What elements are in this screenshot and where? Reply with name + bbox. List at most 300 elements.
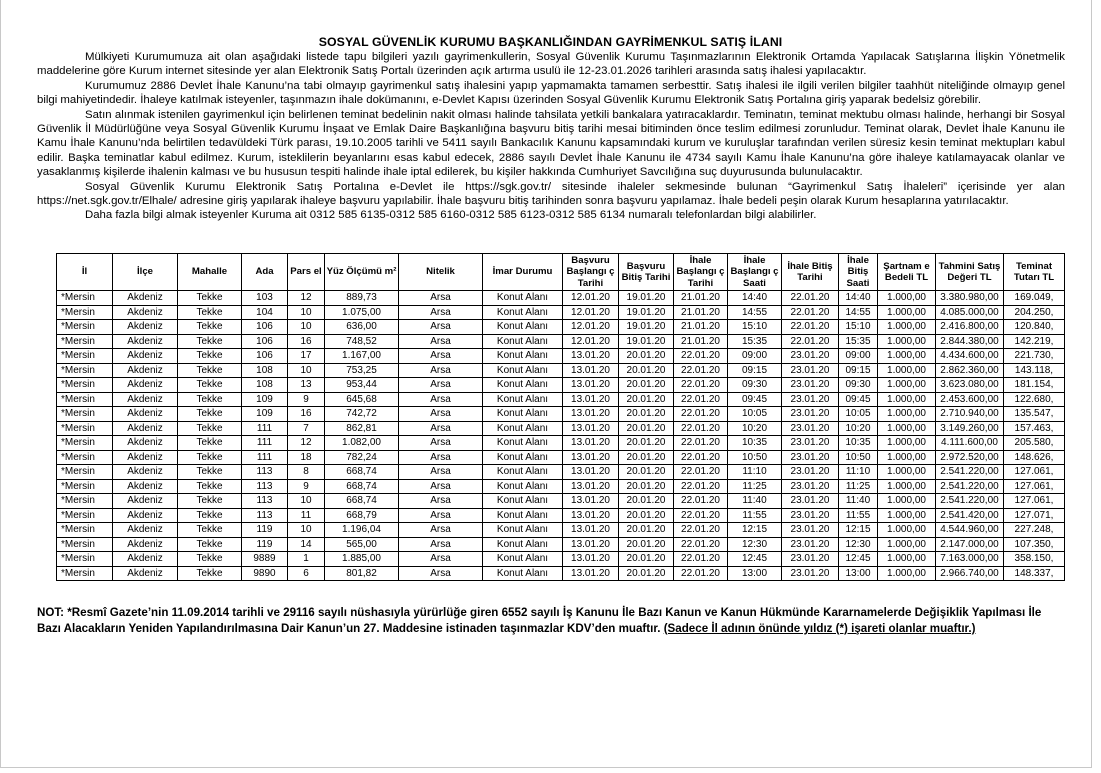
table-cell: 19.01.20 bbox=[619, 334, 674, 349]
table-row bbox=[57, 508, 1065, 523]
table-cell: 20.01.20 bbox=[619, 523, 674, 538]
table-cell: 953,44 bbox=[325, 378, 399, 393]
table-cell: 22.01.20 bbox=[674, 465, 728, 480]
table-cell: Tekke bbox=[178, 523, 242, 538]
table-cell: 09:45 bbox=[839, 392, 878, 407]
table-cell: 22.01.20 bbox=[674, 508, 728, 523]
table-cell: Konut Alanı bbox=[483, 378, 563, 393]
table-cell: 23.01.20 bbox=[782, 508, 839, 523]
table-cell: 1.000,00 bbox=[878, 450, 936, 465]
column-header: İhale Başlangı ç Tarihi bbox=[674, 254, 728, 291]
table-cell: 148.337, bbox=[1004, 566, 1065, 581]
table-cell: Konut Alanı bbox=[483, 566, 563, 581]
table-row bbox=[57, 479, 1065, 494]
table-cell: Arsa bbox=[399, 320, 483, 335]
table-cell: 4.085.000,00 bbox=[936, 305, 1004, 320]
table-cell: 23.01.20 bbox=[782, 363, 839, 378]
column-header: Şartnam e Bedeli TL bbox=[878, 254, 936, 291]
table-cell: 127.061, bbox=[1004, 494, 1065, 509]
table-cell: 13.01.20 bbox=[563, 363, 619, 378]
table-cell: *Mersin bbox=[57, 305, 113, 320]
table-cell: 15:10 bbox=[839, 320, 878, 335]
table-cell: *Mersin bbox=[57, 566, 113, 581]
column-header: Başvuru Bitiş Tarihi bbox=[619, 254, 674, 291]
table-cell: Konut Alanı bbox=[483, 363, 563, 378]
table-cell: 358.150, bbox=[1004, 552, 1065, 567]
table-cell: Konut Alanı bbox=[483, 421, 563, 436]
table-cell: 22.01.20 bbox=[674, 566, 728, 581]
table-cell: 21.01.20 bbox=[674, 320, 728, 335]
table-cell: *Mersin bbox=[57, 392, 113, 407]
table-cell: Akdeniz bbox=[113, 407, 178, 422]
table-cell: 14 bbox=[288, 537, 325, 552]
table-cell: 22.01.20 bbox=[674, 363, 728, 378]
table-cell: *Mersin bbox=[57, 378, 113, 393]
table-cell: Tekke bbox=[178, 450, 242, 465]
table-cell: 3.149.260,00 bbox=[936, 421, 1004, 436]
table-cell: 106 bbox=[242, 334, 288, 349]
table-row bbox=[57, 494, 1065, 509]
table-cell: 109 bbox=[242, 407, 288, 422]
table-cell: *Mersin bbox=[57, 320, 113, 335]
table-cell: 20.01.20 bbox=[619, 421, 674, 436]
table-cell: 668,74 bbox=[325, 479, 399, 494]
table-cell: 23.01.20 bbox=[782, 392, 839, 407]
table-cell: Akdeniz bbox=[113, 508, 178, 523]
table-cell: 22.01.20 bbox=[782, 305, 839, 320]
table-cell: Arsa bbox=[399, 450, 483, 465]
table-cell: 13.01.20 bbox=[563, 537, 619, 552]
table-cell: 113 bbox=[242, 494, 288, 509]
paragraph-4: Sosyal Güvenlik Kurumu Elektronik Satış Portalına e-Devlet ile https://sgk.gov.tr/ sitesinde ihaleler sekmesinde bulunan “Gayrimenkul Satış İhaleleri” içerisinde yer alan https://net.sgk.gov.tr/Elhale/ adresine giriş yapılarak ihaleye başvuru yapılabilir. İhale başvuru bitiş tarihinden sonra başvuru yapılamaz. İhale bedeli peşin olarak Kurum hesaplarına yatırılacaktır. bbox=[37, 180, 1065, 208]
table-cell: 801,82 bbox=[325, 566, 399, 581]
column-header: İmar Durumu bbox=[483, 254, 563, 291]
table-cell: Konut Alanı bbox=[483, 450, 563, 465]
table-cell: 2.844.380,00 bbox=[936, 334, 1004, 349]
table-cell: 11:10 bbox=[839, 465, 878, 480]
table-cell: Akdeniz bbox=[113, 349, 178, 364]
table-cell: 22.01.20 bbox=[674, 349, 728, 364]
table-cell: 127.061, bbox=[1004, 479, 1065, 494]
table-cell: Tekke bbox=[178, 291, 242, 306]
column-header: Başvuru Başlangı ç Tarihi bbox=[563, 254, 619, 291]
table-cell: Akdeniz bbox=[113, 552, 178, 567]
table-cell: Arsa bbox=[399, 363, 483, 378]
table-header-row bbox=[57, 254, 1065, 291]
table-cell: Arsa bbox=[399, 305, 483, 320]
table-cell: 09:30 bbox=[839, 378, 878, 393]
table-row bbox=[57, 305, 1065, 320]
table-cell: Tekke bbox=[178, 363, 242, 378]
column-header: İhale Bitiş Saati bbox=[839, 254, 878, 291]
table-cell: Konut Alanı bbox=[483, 334, 563, 349]
table-cell: 221.730, bbox=[1004, 349, 1065, 364]
column-header: Tahmini Satış Değeri TL bbox=[936, 254, 1004, 291]
table-row bbox=[57, 537, 1065, 552]
table-cell: 127.061, bbox=[1004, 465, 1065, 480]
table-cell: 1.000,00 bbox=[878, 305, 936, 320]
table-cell: 10 bbox=[288, 320, 325, 335]
table-cell: 19.01.20 bbox=[619, 291, 674, 306]
table-row bbox=[57, 552, 1065, 567]
table-cell: 22.01.20 bbox=[674, 552, 728, 567]
table-cell: Konut Alanı bbox=[483, 479, 563, 494]
table-cell: 22.01.20 bbox=[674, 407, 728, 422]
table-cell: 14:40 bbox=[839, 291, 878, 306]
table-cell: 753,25 bbox=[325, 363, 399, 378]
table-cell: 22.01.20 bbox=[674, 494, 728, 509]
table-cell: 127.071, bbox=[1004, 508, 1065, 523]
table-cell: 22.01.20 bbox=[782, 320, 839, 335]
table-cell: 10 bbox=[288, 305, 325, 320]
table-cell: 10:35 bbox=[728, 436, 782, 451]
table-cell: Arsa bbox=[399, 392, 483, 407]
table-cell: 109 bbox=[242, 392, 288, 407]
table-cell: 15:10 bbox=[728, 320, 782, 335]
table-cell: 227.248, bbox=[1004, 523, 1065, 538]
table-cell: 09:15 bbox=[728, 363, 782, 378]
table-cell: Tekke bbox=[178, 392, 242, 407]
table-cell: Arsa bbox=[399, 378, 483, 393]
table-cell: 23.01.20 bbox=[782, 479, 839, 494]
table-cell: 862,81 bbox=[325, 421, 399, 436]
table-cell: 09:15 bbox=[839, 363, 878, 378]
table-cell: 11 bbox=[288, 508, 325, 523]
table-cell: Konut Alanı bbox=[483, 407, 563, 422]
table-cell: *Mersin bbox=[57, 363, 113, 378]
table-cell: Akdeniz bbox=[113, 334, 178, 349]
table-cell: 111 bbox=[242, 421, 288, 436]
table-cell: 15:35 bbox=[839, 334, 878, 349]
table-cell: Konut Alanı bbox=[483, 320, 563, 335]
table-cell: 12.01.20 bbox=[563, 334, 619, 349]
table-cell: *Mersin bbox=[57, 349, 113, 364]
table-cell: 565,00 bbox=[325, 537, 399, 552]
table-cell: 23.01.20 bbox=[782, 436, 839, 451]
table-cell: 120.840, bbox=[1004, 320, 1065, 335]
table-cell: 668,79 bbox=[325, 508, 399, 523]
table-cell: 13 bbox=[288, 378, 325, 393]
table-cell: 23.01.20 bbox=[782, 566, 839, 581]
table-cell: 10:35 bbox=[839, 436, 878, 451]
table-cell: 7 bbox=[288, 421, 325, 436]
table-cell: 15:35 bbox=[728, 334, 782, 349]
table-cell: *Mersin bbox=[57, 334, 113, 349]
table-cell: 12:45 bbox=[728, 552, 782, 567]
table-cell: 1.000,00 bbox=[878, 334, 936, 349]
property-table bbox=[56, 253, 1065, 581]
table-cell: 2.972.520,00 bbox=[936, 450, 1004, 465]
column-header: Teminat Tutarı TL bbox=[1004, 254, 1065, 291]
table-cell: *Mersin bbox=[57, 508, 113, 523]
table-cell: *Mersin bbox=[57, 523, 113, 538]
table-cell: 23.01.20 bbox=[782, 349, 839, 364]
table-cell: 20.01.20 bbox=[619, 349, 674, 364]
table-cell: *Mersin bbox=[57, 552, 113, 567]
table-cell: Tekke bbox=[178, 494, 242, 509]
table-cell: 1.196,04 bbox=[325, 523, 399, 538]
table-cell: 23.01.20 bbox=[782, 523, 839, 538]
table-cell: 10:50 bbox=[728, 450, 782, 465]
table-cell: 2.453.600,00 bbox=[936, 392, 1004, 407]
table-cell: 13.01.20 bbox=[563, 349, 619, 364]
table-cell: 2.862.360,00 bbox=[936, 363, 1004, 378]
table-cell: 111 bbox=[242, 450, 288, 465]
table-cell: 23.01.20 bbox=[782, 494, 839, 509]
table-cell: 119 bbox=[242, 523, 288, 538]
table-cell: 22.01.20 bbox=[674, 450, 728, 465]
table-cell: 1.167,00 bbox=[325, 349, 399, 364]
table-cell: Arsa bbox=[399, 494, 483, 509]
table-cell: Konut Alanı bbox=[483, 465, 563, 480]
table-cell: 23.01.20 bbox=[782, 378, 839, 393]
table-cell: 2.710.940,00 bbox=[936, 407, 1004, 422]
table-cell: 1.075,00 bbox=[325, 305, 399, 320]
table-cell: 3.380.980,00 bbox=[936, 291, 1004, 306]
table-cell: 135.547, bbox=[1004, 407, 1065, 422]
column-header: Yüz Ölçümü m² bbox=[325, 254, 399, 291]
table-cell: Tekke bbox=[178, 305, 242, 320]
table-cell: 8 bbox=[288, 465, 325, 480]
table-cell: 1.000,00 bbox=[878, 392, 936, 407]
table-cell: Arsa bbox=[399, 436, 483, 451]
table-cell: *Mersin bbox=[57, 537, 113, 552]
table-cell: 3.623.080,00 bbox=[936, 378, 1004, 393]
column-header: Pars el bbox=[288, 254, 325, 291]
table-cell: 12.01.20 bbox=[563, 291, 619, 306]
table-cell: 13.01.20 bbox=[563, 508, 619, 523]
table-cell: 1.000,00 bbox=[878, 407, 936, 422]
table-cell: 12.01.20 bbox=[563, 305, 619, 320]
table-cell: Arsa bbox=[399, 407, 483, 422]
table-row bbox=[57, 291, 1065, 306]
table-cell: 13.01.20 bbox=[563, 421, 619, 436]
table-cell: 09:30 bbox=[728, 378, 782, 393]
table-cell: *Mersin bbox=[57, 291, 113, 306]
table-cell: 1.885,00 bbox=[325, 552, 399, 567]
table-cell: 10 bbox=[288, 363, 325, 378]
table-cell: Arsa bbox=[399, 523, 483, 538]
table-row bbox=[57, 436, 1065, 451]
table-cell: 7.163.000,00 bbox=[936, 552, 1004, 567]
intro-text bbox=[37, 50, 1065, 223]
table-row bbox=[57, 363, 1065, 378]
table-cell: 11:25 bbox=[728, 479, 782, 494]
table-cell: *Mersin bbox=[57, 421, 113, 436]
table-cell: 111 bbox=[242, 436, 288, 451]
table-cell: 10:05 bbox=[728, 407, 782, 422]
table-row bbox=[57, 523, 1065, 538]
table-cell: Konut Alanı bbox=[483, 305, 563, 320]
paragraph-5: Daha fazla bilgi almak isteyenler Kuruma ait 0312 585 6135-0312 585 6160-0312 585 6123-0312 585 6134 numaralı telefonlardan bilgi alabilirler. bbox=[85, 209, 817, 222]
table-cell: 09:00 bbox=[728, 349, 782, 364]
column-header: Ada bbox=[242, 254, 288, 291]
table-cell: Tekke bbox=[178, 552, 242, 567]
table-cell: 12 bbox=[288, 436, 325, 451]
table-cell: 12.01.20 bbox=[563, 320, 619, 335]
table-cell: 1.000,00 bbox=[878, 436, 936, 451]
table-row bbox=[57, 566, 1065, 581]
table-cell: Akdeniz bbox=[113, 305, 178, 320]
table-cell: 2.147.000,00 bbox=[936, 537, 1004, 552]
table-cell: 143.118, bbox=[1004, 363, 1065, 378]
table-cell: 20.01.20 bbox=[619, 378, 674, 393]
table-cell: Tekke bbox=[178, 465, 242, 480]
table-cell: 122.680, bbox=[1004, 392, 1065, 407]
table-cell: 22.01.20 bbox=[674, 392, 728, 407]
table-cell: 2.966.740,00 bbox=[936, 566, 1004, 581]
table-cell: 09:00 bbox=[839, 349, 878, 364]
table-cell: Konut Alanı bbox=[483, 523, 563, 538]
table-row bbox=[57, 407, 1065, 422]
table-cell: 11:25 bbox=[839, 479, 878, 494]
table-cell: Konut Alanı bbox=[483, 291, 563, 306]
table-cell: 20.01.20 bbox=[619, 537, 674, 552]
table-cell: 2.541.220,00 bbox=[936, 479, 1004, 494]
table-cell: 205.580, bbox=[1004, 436, 1065, 451]
table-cell: 4.544.960,00 bbox=[936, 523, 1004, 538]
table-cell: 16 bbox=[288, 334, 325, 349]
table-cell: Akdeniz bbox=[113, 363, 178, 378]
table-row bbox=[57, 320, 1065, 335]
table-cell: Tekke bbox=[178, 334, 242, 349]
table-cell: 13.01.20 bbox=[563, 566, 619, 581]
table-cell: 23.01.20 bbox=[782, 450, 839, 465]
table-cell: Arsa bbox=[399, 552, 483, 567]
table-cell: 23.01.20 bbox=[782, 465, 839, 480]
column-header: İl bbox=[57, 254, 113, 291]
table-cell: Konut Alanı bbox=[483, 392, 563, 407]
column-header: Nitelik bbox=[399, 254, 483, 291]
table-cell: 23.01.20 bbox=[782, 537, 839, 552]
table-cell: 1.000,00 bbox=[878, 363, 936, 378]
table-cell: 11:55 bbox=[728, 508, 782, 523]
table-cell: Akdeniz bbox=[113, 320, 178, 335]
table-cell: 10 bbox=[288, 494, 325, 509]
table-cell: 108 bbox=[242, 378, 288, 393]
table-cell: Arsa bbox=[399, 479, 483, 494]
table-cell: 22.01.20 bbox=[674, 537, 728, 552]
table-cell: 1.000,00 bbox=[878, 349, 936, 364]
table-cell: Tekke bbox=[178, 407, 242, 422]
table-cell: 2.541.420,00 bbox=[936, 508, 1004, 523]
table-cell: Konut Alanı bbox=[483, 349, 563, 364]
table-cell: 4.111.600,00 bbox=[936, 436, 1004, 451]
table-cell: 18 bbox=[288, 450, 325, 465]
table-cell: 14:40 bbox=[728, 291, 782, 306]
table-cell: 22.01.20 bbox=[674, 378, 728, 393]
table-cell: 106 bbox=[242, 349, 288, 364]
table-row bbox=[57, 465, 1065, 480]
column-header: Mahalle bbox=[178, 254, 242, 291]
table-cell: Akdeniz bbox=[113, 479, 178, 494]
table-row bbox=[57, 392, 1065, 407]
table-cell: 22.01.20 bbox=[674, 436, 728, 451]
footnote-underlined: (Sadece İl adının önünde yıldız (*) işareti olanlar muaftır.) bbox=[663, 622, 976, 635]
table-cell: 12:30 bbox=[728, 537, 782, 552]
table-cell: 1.082,00 bbox=[325, 436, 399, 451]
table-cell: 13.01.20 bbox=[563, 479, 619, 494]
table-row bbox=[57, 349, 1065, 364]
table-cell: Akdeniz bbox=[113, 421, 178, 436]
table-cell: 23.01.20 bbox=[782, 421, 839, 436]
table-cell: Tekke bbox=[178, 349, 242, 364]
table-cell: Akdeniz bbox=[113, 537, 178, 552]
table-cell: Tekke bbox=[178, 566, 242, 581]
table-cell: 09:45 bbox=[728, 392, 782, 407]
table-cell: 1.000,00 bbox=[878, 523, 936, 538]
table-cell: Arsa bbox=[399, 421, 483, 436]
table-cell: 12 bbox=[288, 291, 325, 306]
table-cell: 119 bbox=[242, 537, 288, 552]
table-cell: 13.01.20 bbox=[563, 523, 619, 538]
table-cell: 22.01.20 bbox=[674, 421, 728, 436]
table-cell: 889,73 bbox=[325, 291, 399, 306]
table-row bbox=[57, 450, 1065, 465]
table-cell: *Mersin bbox=[57, 479, 113, 494]
table-cell: 645,68 bbox=[325, 392, 399, 407]
table-cell: 12:15 bbox=[728, 523, 782, 538]
table-cell: 22.01.20 bbox=[674, 479, 728, 494]
paragraph-1: Mülkiyeti Kurumumuza ait olan aşağıdaki listede tapu bilgileri yazılı gayrimenkullerin, Sosyal Güvenlik Kurumu Taşınmazlarının Elektronik Ortamda Yapılacak Satışlarına İlişkin Yönetmelik maddelerine göre Kurum internet sitesinde yer alan Elektronik Satış Portalı üzerinden açık artırma usulü ile 12-23.01.2026 tarihleri arasında satış ihalesi yapılacaktır. bbox=[37, 51, 1065, 78]
table-cell: 113 bbox=[242, 508, 288, 523]
table-cell: 20.01.20 bbox=[619, 436, 674, 451]
table-cell: 13.01.20 bbox=[563, 552, 619, 567]
table-cell: 142.219, bbox=[1004, 334, 1065, 349]
table-cell: 668,74 bbox=[325, 494, 399, 509]
table-cell: 1.000,00 bbox=[878, 291, 936, 306]
table-cell: 1.000,00 bbox=[878, 421, 936, 436]
table-cell: 12:30 bbox=[839, 537, 878, 552]
table-cell: 13.01.20 bbox=[563, 450, 619, 465]
table-cell: 1.000,00 bbox=[878, 378, 936, 393]
table-row bbox=[57, 378, 1065, 393]
table-cell: 20.01.20 bbox=[619, 494, 674, 509]
table-cell: 148.626, bbox=[1004, 450, 1065, 465]
table-cell: 21.01.20 bbox=[674, 305, 728, 320]
table-cell: 108 bbox=[242, 363, 288, 378]
table-cell: 10:20 bbox=[728, 421, 782, 436]
table-cell: Arsa bbox=[399, 537, 483, 552]
table-cell: Tekke bbox=[178, 537, 242, 552]
table-cell: *Mersin bbox=[57, 436, 113, 451]
table-row bbox=[57, 334, 1065, 349]
table-cell: 169.049, bbox=[1004, 291, 1065, 306]
table-cell: 11:10 bbox=[728, 465, 782, 480]
table-cell: 14:55 bbox=[839, 305, 878, 320]
table-cell: 20.01.20 bbox=[619, 479, 674, 494]
table-cell: Arsa bbox=[399, 465, 483, 480]
table-body bbox=[57, 291, 1065, 581]
table-cell: 1.000,00 bbox=[878, 508, 936, 523]
table-cell: 636,00 bbox=[325, 320, 399, 335]
table-cell: Tekke bbox=[178, 320, 242, 335]
table-cell: Akdeniz bbox=[113, 378, 178, 393]
table-cell: Konut Alanı bbox=[483, 494, 563, 509]
table-cell: 20.01.20 bbox=[619, 508, 674, 523]
table-cell: 782,24 bbox=[325, 450, 399, 465]
table-cell: 13:00 bbox=[728, 566, 782, 581]
table-cell: Konut Alanı bbox=[483, 552, 563, 567]
table-cell: Akdeniz bbox=[113, 523, 178, 538]
table-cell: Arsa bbox=[399, 508, 483, 523]
table-cell: 21.01.20 bbox=[674, 334, 728, 349]
table-cell: 4.434.600,00 bbox=[936, 349, 1004, 364]
table-cell: *Mersin bbox=[57, 465, 113, 480]
table-cell: Tekke bbox=[178, 421, 242, 436]
table-cell: 22.01.20 bbox=[674, 523, 728, 538]
table-cell: Arsa bbox=[399, 349, 483, 364]
